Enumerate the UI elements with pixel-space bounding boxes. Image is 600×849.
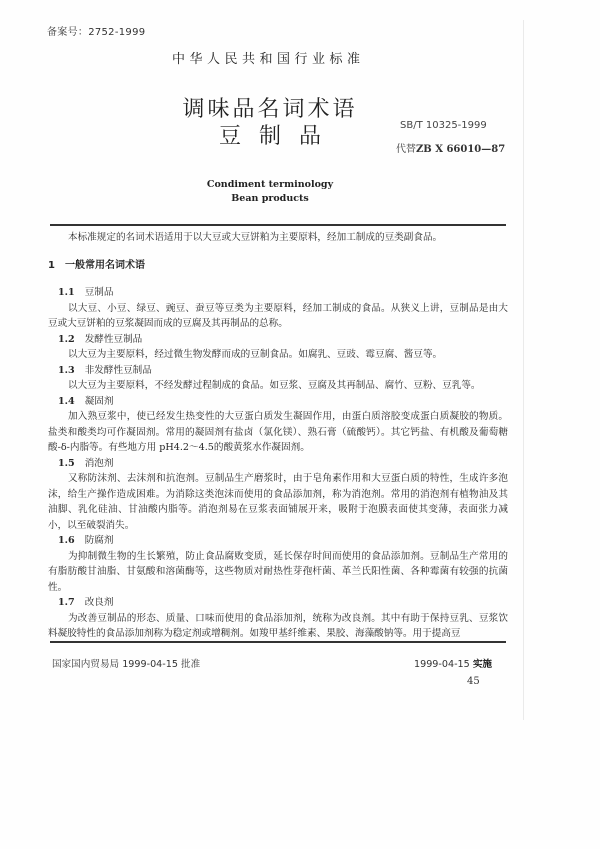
term-heading [48, 363, 508, 379]
term-number: 1.7 [58, 597, 75, 608]
standard-number: SB/T 10325-1999 [400, 120, 487, 131]
replaces-code: ZB X 66010—87 [416, 144, 506, 155]
title-line-2: 豆制品 [218, 124, 339, 149]
term-name: 豆制品 [84, 287, 114, 298]
industry-standard-heading: 中华人民共和国行业标准 [172, 52, 365, 67]
term-name: 消泡剂 [84, 457, 114, 469]
approval-statement: 国家国内贸易局 1999-04-15 批准 [52, 659, 201, 670]
page-number: 45 [467, 676, 480, 687]
term-definition: 以大豆为主要原料，经过微生物发酵而成的豆制食品。如腐乳、豆豉、霉豆腐、酱豆等。 [68, 349, 443, 360]
term-definition: 为抑制微生物的生长繁殖，防止食品腐败变质，延长保存时间而使用的食品添加剂。豆制品生产常用的有脂肪酸甘油脂、甘氨酸和溶菌酶等，这些物质对耐热性芽孢杆菌、革兰氏阳性菌、各种霉菌有较强的抗菌性。 [48, 550, 508, 593]
term-name: 改良剂 [84, 597, 114, 608]
term-definition: 以大豆、小豆、绿豆、豌豆、蚕豆等豆类为主要原料，经加工制成的食品。从狭义上讲，豆制品是由大豆或大豆饼粕的豆浆凝固而成的豆腐及其再制品的总称。 [48, 302, 508, 329]
term-number: 1.3 [58, 364, 75, 376]
term-number: 1.5 [58, 457, 75, 469]
term-number: 1.1 [58, 287, 75, 298]
term-heading [48, 332, 508, 348]
term-definition: 又称防沫剂、去沫剂和抗泡剂。豆制品生产磨浆时，由于皂角素作用和大豆蛋白质的特性，生成许多泡沫，给生产操作造成困难。为消除这类泡沫而使用的食品添加剂，称为消泡剂。常用的消泡剂有植物油及其油脚、乳化硅油、甘油酸内脂等。消泡剂易在豆浆表面铺展开来，吸附于泡膜表面使其变薄，表面张力减小，以至破裂消失。 [48, 473, 508, 531]
term-heading [48, 285, 508, 301]
term-number: 1.4 [58, 395, 75, 407]
document-title [175, 96, 365, 150]
filing-number: 备案号：2752-1999 [47, 27, 146, 38]
term-heading [48, 456, 508, 472]
document-body [48, 230, 508, 642]
term-heading [48, 533, 508, 549]
term-definition: 加入熟豆浆中，使已经发生热变性的大豆蛋白质发生凝固作用，由蛋白质溶胶变成蛋白质凝胶的物质。盐类和酸类均可作凝固剂。常用的凝固剂有盐卤（氯化镁）、熟石膏（硫酸钙）。其它钙盐、有机酸及葡萄糖酸-δ-内脂等。有些地方用 pH4.2～4.5的酸黄浆水作凝固剂。 [48, 411, 508, 453]
term-name: 发酵性豆制品 [84, 333, 143, 345]
replaces-label: 代替 [396, 144, 416, 155]
term-definition: 以大豆为主要原料，不经发酵过程制成的食品。如豆浆、豆腐及其再制品、腐竹、豆粉、豆乳等。 [68, 380, 481, 391]
term-heading [48, 595, 508, 611]
scope-paragraph: 本标准规定的名词术语适用于以大豆或大豆饼粕为主要原料，经加工制成的豆类副食品。 [68, 232, 443, 243]
term-name: 防腐剂 [84, 535, 114, 546]
header-divider [50, 224, 506, 226]
english-title-line-2: Bean products [231, 193, 309, 204]
section-number: 1 [48, 259, 55, 271]
english-title [180, 178, 360, 206]
section-title: 一般常用名词术语 [64, 259, 145, 271]
implementation-label: 实施 [472, 659, 493, 670]
term-number: 1.6 [58, 535, 75, 546]
replaces-standard [396, 140, 505, 155]
title-line-1: 调味品名词术语 [182, 97, 358, 122]
term-definition: 为改善豆制品的形态、质量、口味而使用的食品添加剂，统称为改良剂。其中有助于保持豆乳、豆浆饮料凝胶特性的食品添加剂称为稳定剂或增稠剂。如羧甲基纤维素、果胶、海藻酸钠等。用于提高豆 [48, 612, 508, 639]
scan-edge-line [523, 20, 524, 720]
english-title-line-1: Condiment terminology [206, 179, 334, 190]
term-heading [48, 394, 508, 410]
section-heading [48, 258, 508, 274]
term-number: 1.2 [58, 333, 75, 345]
footer-divider [50, 641, 506, 643]
term-name: 凝固剂 [84, 395, 114, 407]
implementation-date: 1999-04-15 [414, 659, 470, 670]
term-name: 非发酵性豆制品 [84, 364, 152, 376]
implementation-statement [414, 656, 492, 670]
